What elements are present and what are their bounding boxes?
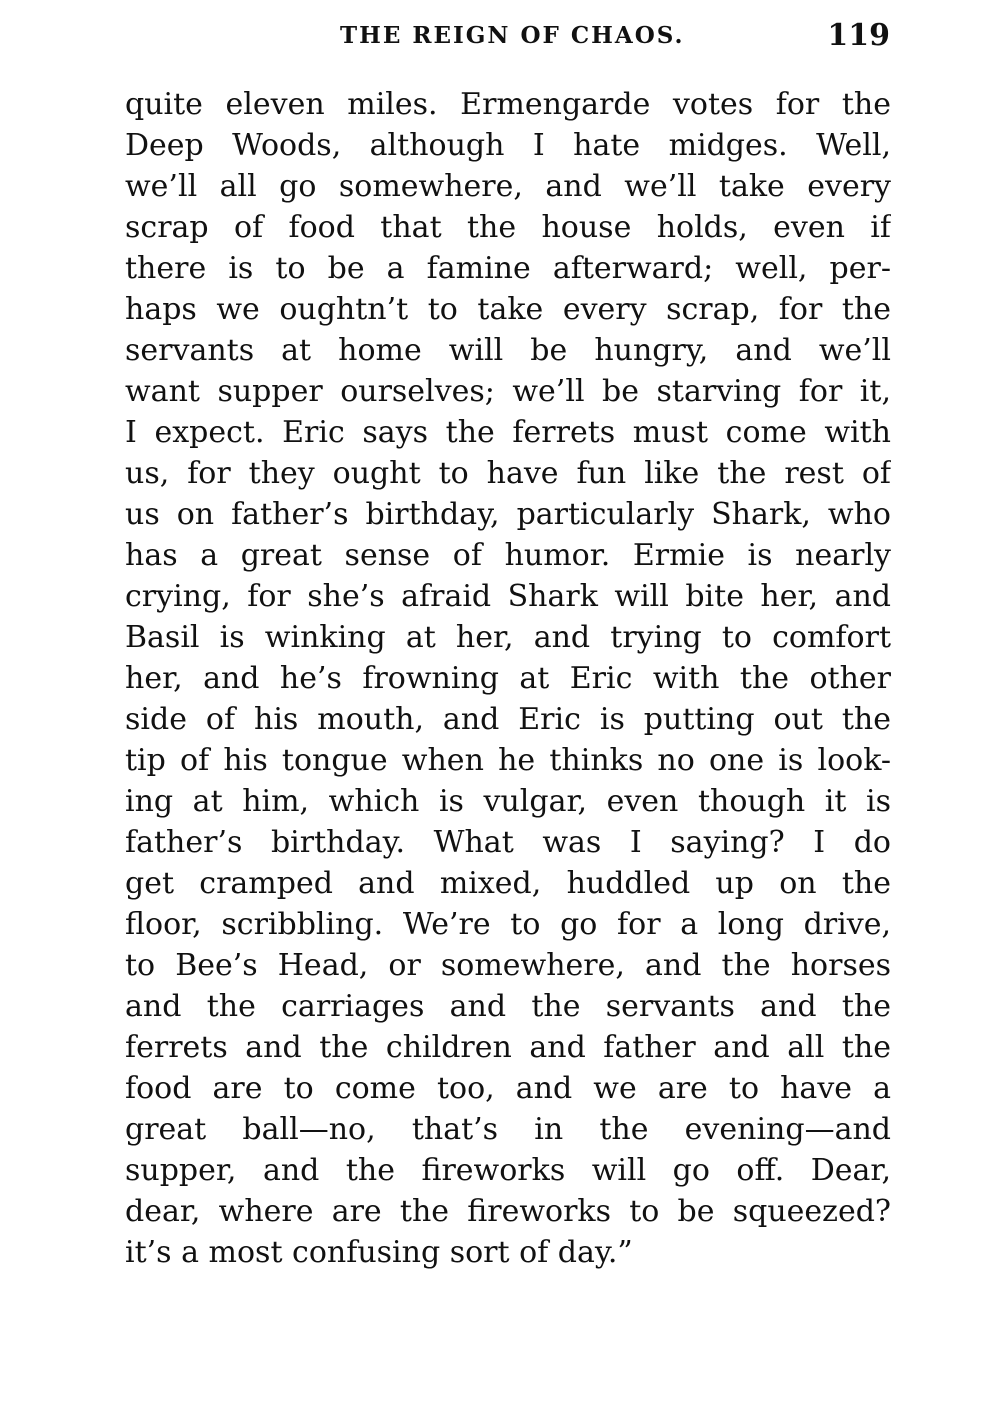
running-head: THE REIGN OF CHAOS.	[340, 22, 685, 49]
text-line: want supper ourselves; we’ll be starving for it,	[125, 374, 891, 409]
page-number: 119	[827, 18, 890, 53]
text-line: scrap of food that the house holds, even if	[125, 210, 891, 245]
text-line: we’ll all go somewhere, and we’ll take every	[125, 169, 891, 204]
text-line: great ball—no, that’s in the evening—and	[125, 1112, 891, 1147]
text-line: quite eleven miles. Ermengarde votes for the	[125, 87, 891, 122]
text-line: us on father’s birthday, particularly Shark, who	[125, 497, 891, 532]
text-line: servants at home will be hungry, and we’ll	[125, 333, 891, 368]
body-text	[125, 84, 891, 1273]
text-line: there is to be a famine afterward; well, per-	[125, 251, 891, 286]
text-line: us, for they ought to have fun like the rest of	[125, 456, 891, 491]
text-line: has a great sense of humor. Ermie is nearly	[125, 538, 891, 573]
text-line: to Bee’s Head, or somewhere, and the horses	[125, 948, 891, 983]
text-line: floor, scribbling. We’re to go for a long drive,	[125, 907, 891, 942]
text-line: ing at him, which is vulgar, even though it is	[125, 784, 891, 819]
text-line: her, and he’s frowning at Eric with the other	[125, 661, 891, 696]
text-line: Deep Woods, although I hate midges. Well,	[125, 128, 891, 163]
text-line: father’s birthday. What was I saying? I do	[125, 825, 891, 860]
text-line: I expect. Eric says the ferrets must come with	[125, 415, 891, 450]
text-line: ferrets and the children and father and all the	[125, 1030, 891, 1065]
text-line: dear, where are the fireworks to be squeezed?	[125, 1194, 891, 1229]
text-line: crying, for she’s afraid Shark will bite her, and	[125, 579, 891, 614]
text-line: food are to come too, and we are to have a	[125, 1071, 891, 1106]
text-line: and the carriages and the servants and the	[125, 989, 891, 1024]
text-line: get cramped and mixed, huddled up on the	[125, 866, 891, 901]
text-line: Basil is winking at her, and trying to comfort	[125, 620, 891, 655]
text-line: side of his mouth, and Eric is putting out the	[125, 702, 891, 737]
text-line: it’s a most confusing sort of day.”	[125, 1235, 633, 1270]
text-line: haps we oughtn’t to take every scrap, for the	[125, 292, 891, 327]
text-line: tip of his tongue when he thinks no one is look-	[125, 743, 891, 778]
text-line: supper, and the fireworks will go off. Dear,	[125, 1153, 891, 1188]
